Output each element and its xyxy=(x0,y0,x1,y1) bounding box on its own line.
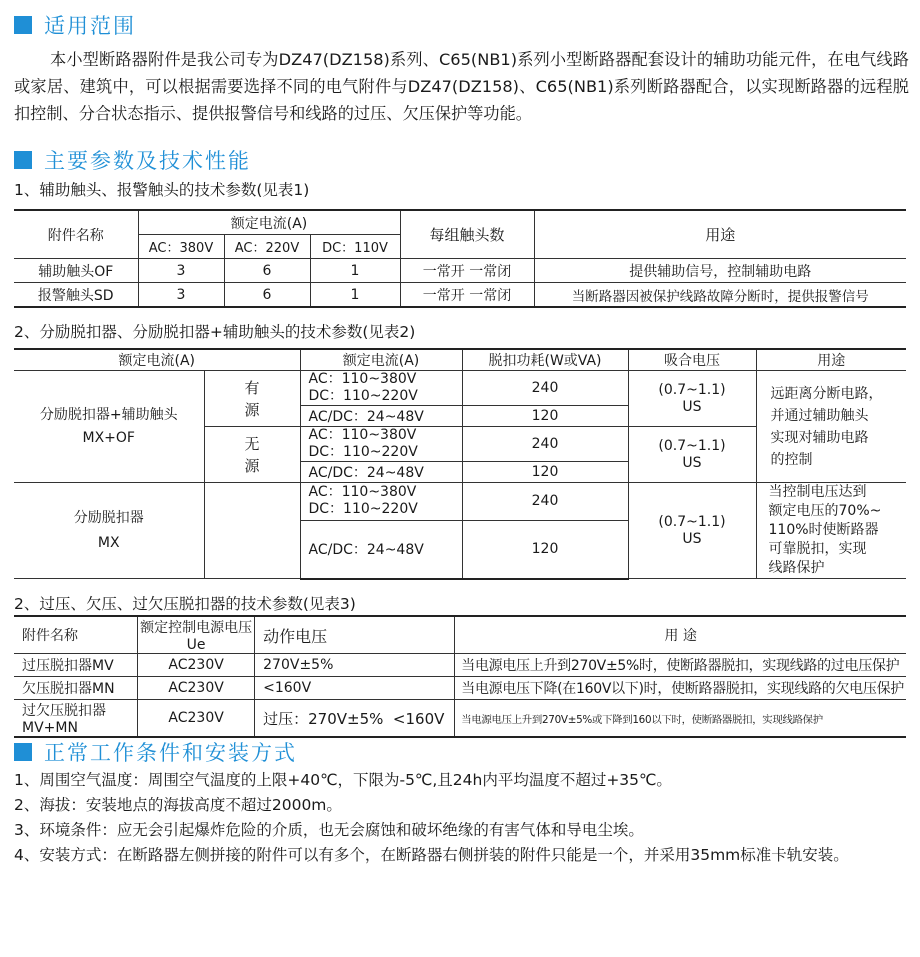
header-current: 额定电流(A) xyxy=(138,210,400,235)
table-cell: AC230V xyxy=(138,677,255,700)
table-aux-contacts xyxy=(14,209,906,308)
header-use: 用途 xyxy=(534,210,906,259)
pickup-voltage-cell xyxy=(628,427,756,483)
source-char: 无 xyxy=(244,434,260,453)
voltage-range-cell xyxy=(300,483,462,521)
table-cell: 欠压脱扣器MN xyxy=(14,677,138,700)
table-cell: 过压：270V±5% <160V xyxy=(255,700,455,738)
voltage-line: DC：110~220V xyxy=(308,501,418,518)
source-char: 源 xyxy=(244,456,260,475)
power-cell: 240 xyxy=(462,483,628,521)
group-name-line: 分励脱扣器+辅助触头 xyxy=(39,406,178,423)
group-name-line: MX+OF xyxy=(82,429,135,446)
voltage-acdc-cell: AC/DC：24~48V xyxy=(300,462,462,483)
table-cell: 6 xyxy=(224,283,310,308)
section-heading-scope xyxy=(14,10,136,40)
use-cell-mx-of xyxy=(756,371,906,483)
voltage-line: (0.7~1.1) xyxy=(658,381,726,398)
voltage-line: (0.7~1.1) xyxy=(658,437,726,454)
use-line: 远距离分断电路， xyxy=(770,385,883,402)
table-cell: 过欠压脱扣器MV+MN xyxy=(14,700,138,738)
voltage-line: (0.7~1.1) xyxy=(658,513,726,530)
use-line: 额定电压的70%~ xyxy=(768,503,882,519)
power-cell: 120 xyxy=(462,462,628,483)
section-heading-conditions xyxy=(14,737,297,767)
voltage-acdc-cell: AC/DC：24~48V xyxy=(300,406,462,427)
header-action: 动作电压 xyxy=(255,616,455,654)
group-name-line: 分励脱扣器 xyxy=(73,509,144,526)
table-cell: 当电源电压下降(在160V以下)时，使断路器脱扣，实现线路的欠电压保护 xyxy=(455,677,906,700)
voltage-line: US xyxy=(682,398,702,415)
use-line: 的控制 xyxy=(770,451,813,468)
header-voltage: 额定控制电源电压Ue xyxy=(138,616,255,654)
table-shunt-release xyxy=(14,348,906,580)
voltage-line: AC：110~380V xyxy=(308,371,417,387)
table-cell: 当电源电压上升到270V±5%时，使断路器脱扣，实现线路的过电压保护 xyxy=(455,654,906,677)
section-title: 正常工作条件和安装方式 xyxy=(44,741,297,765)
pickup-voltage-cell xyxy=(628,483,756,579)
table-voltage-release xyxy=(14,615,906,738)
square-bullet-icon xyxy=(14,151,32,169)
group-name-mx xyxy=(14,483,204,579)
power-cell: 240 xyxy=(462,427,628,462)
section-title: 适用范围 xyxy=(44,14,136,38)
table-cell: AC230V xyxy=(138,654,255,677)
table3-caption: 2、过压、欠压、过欠压脱扣器的技术参数(见表3) xyxy=(14,595,356,613)
header-current: 额定电流(A) xyxy=(300,349,462,371)
empty-cell xyxy=(204,483,300,579)
header-name: 附件名称 xyxy=(14,616,138,654)
table2-caption: 2、分励脱扣器、分励脱扣器+辅助触头的技术参数(见表2) xyxy=(14,323,416,341)
conditions-list xyxy=(14,768,909,868)
header-ac220: AC：220V xyxy=(224,235,310,259)
section-heading-params xyxy=(14,145,251,175)
pickup-voltage-cell xyxy=(628,371,756,427)
power-cell: 120 xyxy=(462,520,628,578)
list-item: 2、海拔：安装地点的海拔高度不超过2000m。 xyxy=(14,796,342,814)
source-char: 有 xyxy=(244,378,260,397)
header-ac380: AC：380V xyxy=(138,235,224,259)
list-item: 3、环境条件：应无会引起爆炸危险的介质，也无会腐蚀和破坏绝缘的有害气体和导电尘埃。 xyxy=(14,821,644,839)
table-cell: 当断路器因被保护线路故障分断时，提供报警信号 xyxy=(534,283,906,308)
use-line: 并通过辅助触头 xyxy=(770,407,869,424)
table-cell: 辅助触头OF xyxy=(14,259,138,283)
table-cell: 当电源电压上升到270V±5%或下降到160以下时，使断路器脱扣，实现线路保护 xyxy=(455,700,906,738)
use-line: 实现对辅助电路 xyxy=(770,429,869,446)
table-cell: 6 xyxy=(224,259,310,283)
header-contacts: 每组触头数 xyxy=(400,210,534,259)
table1-caption: 1、辅助触头、报警触头的技术参数(见表1) xyxy=(14,181,310,199)
table-cell: 一常开 一常闭 xyxy=(400,259,534,283)
table-cell: AC230V xyxy=(138,700,255,738)
header-dc110: DC：110V xyxy=(310,235,400,259)
header-name: 附件名称 xyxy=(14,210,138,259)
table-cell: 270V±5% xyxy=(255,654,455,677)
list-item: 4、安装方式：在断路器左侧拼接的附件可以有多个，在断路器右侧拼装的附件只能是一个，并采用35mm标准卡轨安装。 xyxy=(14,846,849,864)
square-bullet-icon xyxy=(14,16,32,34)
voltage-line: US xyxy=(682,454,702,471)
voltage-range-cell xyxy=(300,427,462,462)
voltage-line: AC：110~380V xyxy=(308,484,417,501)
square-bullet-icon xyxy=(14,743,32,761)
power-cell: 120 xyxy=(462,406,628,427)
table-cell: 1 xyxy=(310,283,400,308)
group-name-line: MX xyxy=(97,534,120,551)
use-line: 可靠脱扣，实现 xyxy=(768,541,867,557)
table-cell: <160V xyxy=(255,677,455,700)
header-current: 额定电流(A) xyxy=(14,349,300,371)
voltage-range-cell xyxy=(300,371,462,406)
table-cell: 3 xyxy=(138,259,224,283)
use-line: 当控制电压达到 xyxy=(768,484,867,500)
header-voltage: 吸合电压 xyxy=(628,349,756,371)
use-cell-mx xyxy=(756,483,906,579)
voltage-line: DC：110~220V xyxy=(308,388,418,404)
intro-paragraph: 本小型断路器附件是我公司专为DZ47(DZ158)系列、C65(NB1)系列小型断路器配套设计的辅助功能元件，在电气线路或家居、建筑中，可以根据需要选择不同的电气附件与DZ47(DZ158)、C65(NB1)系列断路器配合，以实现断路器的远程脱扣控制、分合状态指示、提供报警信号和线路的过压、欠压保护等功能。 xyxy=(14,50,909,123)
list-item: 1、周围空气温度：周围空气温度的上限+40℃，下限为-5℃,且24h内平均温度不超过+35℃。 xyxy=(14,771,672,789)
header-use: 用 途 xyxy=(455,616,906,654)
table-cell: 提供辅助信号，控制辅助电路 xyxy=(534,259,906,283)
use-line: 110%时使断路器 xyxy=(768,522,879,538)
table-cell: 过压脱扣器MV xyxy=(14,654,138,677)
section-title: 主要参数及技术性能 xyxy=(44,149,251,173)
use-line: 线路保护 xyxy=(768,560,825,576)
power-cell: 240 xyxy=(462,371,628,406)
voltage-line: DC：110~220V xyxy=(308,444,418,460)
table-cell: 1 xyxy=(310,259,400,283)
source-with xyxy=(204,371,300,427)
table-cell: 3 xyxy=(138,283,224,308)
source-without xyxy=(204,427,300,483)
table-cell: 一常开 一常闭 xyxy=(400,283,534,308)
table-cell: 报警触头SD xyxy=(14,283,138,308)
voltage-line: US xyxy=(682,530,702,547)
header-power: 脱扣功耗(W或VA) xyxy=(462,349,628,371)
group-name-mx-of xyxy=(14,371,204,483)
voltage-acdc-cell: AC/DC：24~48V xyxy=(300,520,462,578)
source-char: 源 xyxy=(244,400,260,419)
header-use: 用途 xyxy=(756,349,906,371)
voltage-line: AC：110~380V xyxy=(308,427,417,443)
